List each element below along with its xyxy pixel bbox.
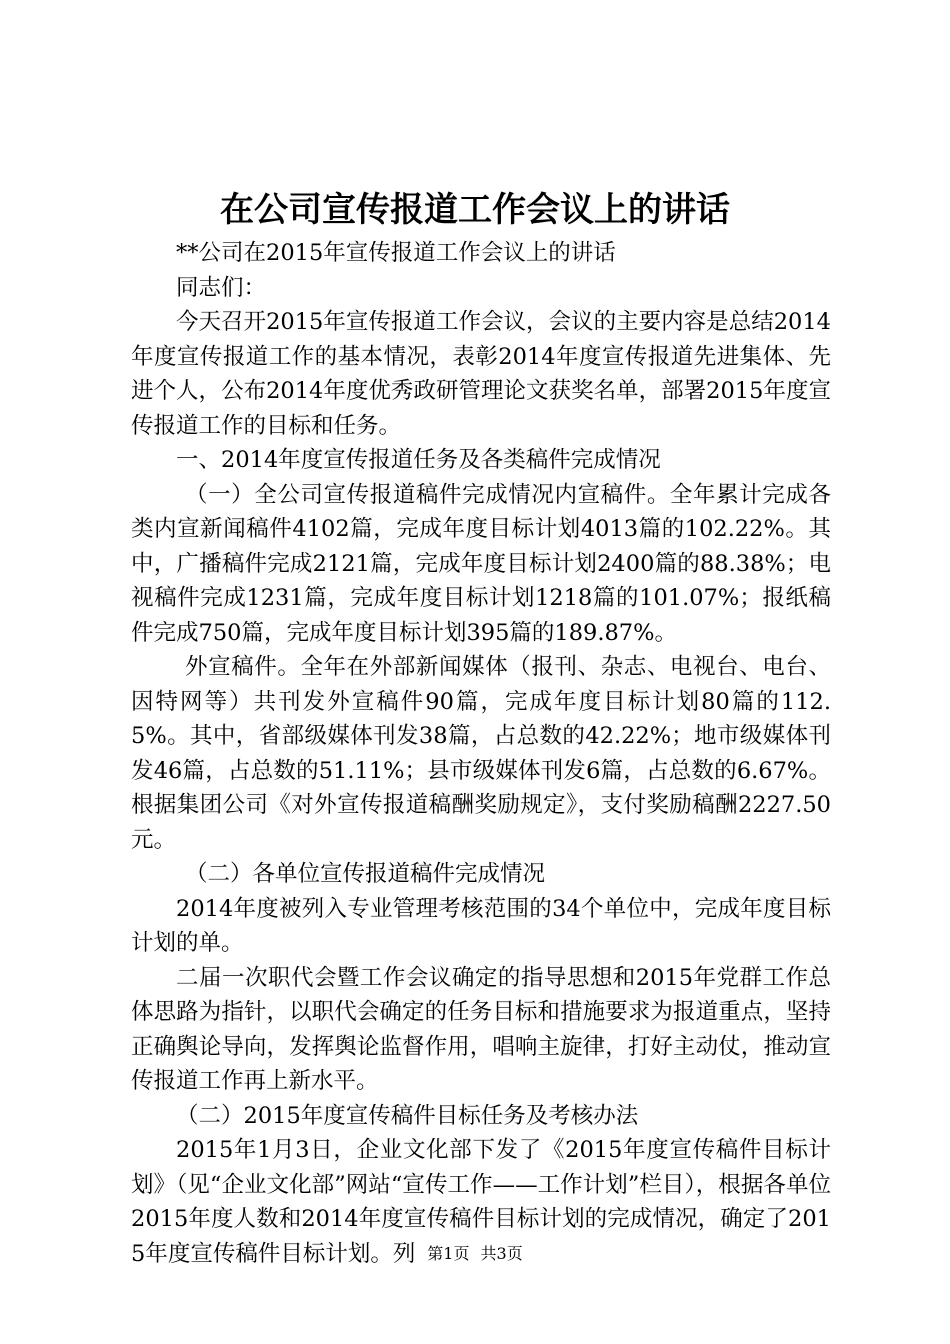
section-heading: 一、2014年度宣传报道任务及各类稿件完成情况 [176,447,661,473]
page-footer [0,1242,950,1266]
subsection-heading: （二）各单位宣传报道稿件完成情况 [185,861,546,887]
salutation: 同志们： [176,274,267,301]
document-title: 在公司宣传报道工作会议上的讲话 [220,190,730,230]
page-total: 共3页 [480,1244,523,1263]
document-body [131,236,831,1271]
subtitle-line: **公司在2015年宣传报道工作会议上的讲话 [176,240,616,266]
paragraph: 2015年1月3日，企业文化部下发了《2015年度宣传稿件目标计划》（见“企业文化部”网站“宣传工作——工作计划”栏目），根据各单位2015年度人数和2014年度宣传稿件目标计划的完成情况，确定了2015年度宣传稿件目标计划。列 [131,1137,831,1267]
paragraph: 今天召开2015年宣传报道工作会议，会议的主要内容是总结2014年度宣传报道工作的基本情况，表彰2014年度宣传报道先进集体、先进个人，公布2014年度优秀政研管理论文获奖名单，部署2015年度宣传报道工作的目标和任务。 [131,309,831,439]
paragraph: 外宣稿件。全年在外部新闻媒体（报刊、杂志、电视台、电台、因特网等）共刊发外宣稿件90篇，完成年度目标计划80篇的112.5%。其中，省部级媒体刊发38篇，占总数的42.22%；地市级媒体刊发46篇，占总数的51.11%；县市级媒体刊发6篇，占总数的6.67%。根据集团公司《对外宣传报道稿酬奖励规定》，支付奖励稿酬2227.50元。 [131,654,831,853]
subsection-heading: （二）2015年度宣传稿件目标任务及考核办法 [176,1102,639,1129]
page-number: 第1页 [427,1244,470,1263]
paragraph: 2014年度被列入专业管理考核范围的34个单位中，完成年度目标计划的单。 [131,895,831,956]
paragraph: 二届一次职代会暨工作会议确定的指导思想和2015年党群工作总体思路为指针，以职代会确定的任务目标和措施要求为报道重点，坚持正确舆论导向，发挥舆论监督作用，唱响主旋律，打好主动仗，推动宣传报道工作再上新水平。 [131,964,831,1094]
paragraph: （一）全公司宣传报道稿件完成情况内宣稿件。全年累计完成各类内宣新闻稿件4102篇，完成年度目标计划4013篇的102.22%。其中，广播稿件完成2121篇，完成年度目标计划2400篇的88.38%；电视稿件完成1231篇，完成年度目标计划1218篇的101.07%；报纸稿件完成750篇，完成年度目标计划395篇的189.87%。 [131,481,831,646]
